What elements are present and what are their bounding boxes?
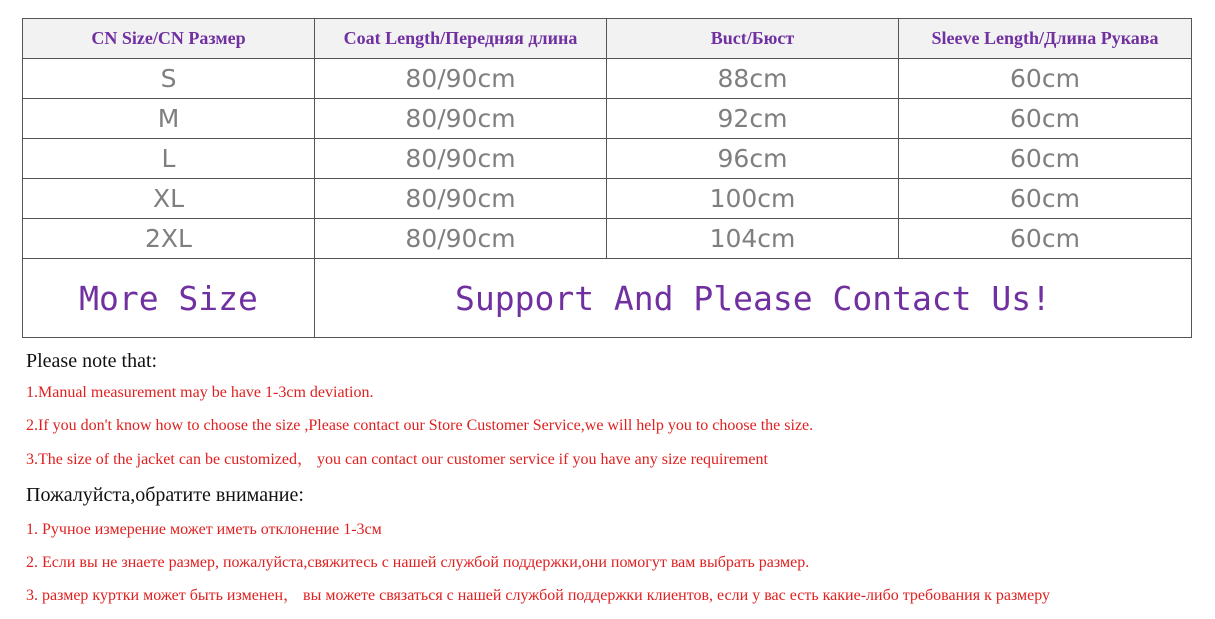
table-row — [23, 219, 1192, 259]
sleeve-length-cell: 60cm — [899, 139, 1192, 179]
header-cn-size: CN Size/CN Размер — [23, 19, 315, 59]
bust-cell: 96cm — [607, 139, 899, 179]
bust-cell: 88cm — [607, 59, 899, 99]
size-cell: XL — [23, 179, 315, 219]
notes-section — [26, 346, 1206, 612]
more-size-row — [23, 259, 1192, 338]
coat-length-cell: 80/90cm — [315, 179, 607, 219]
sleeve-length-cell: 60cm — [899, 99, 1192, 139]
coat-length-cell: 80/90cm — [315, 139, 607, 179]
coat-length-cell: 80/90cm — [315, 59, 607, 99]
size-cell: L — [23, 139, 315, 179]
header-row — [23, 19, 1192, 59]
note-item-en: 2.If you don't know how to choose the size ,Please contact our Store Customer Service,we will help you to choose the size. — [26, 417, 814, 434]
table-row — [23, 99, 1192, 139]
size-chart-table — [22, 18, 1192, 338]
bust-cell: 104cm — [607, 219, 899, 259]
more-size-label: More Size — [23, 259, 315, 338]
header-bust: Buct/Бюст — [607, 19, 899, 59]
coat-length-cell: 80/90cm — [315, 99, 607, 139]
notes-title-ru: Пожалуйста,обратите внимание: — [26, 484, 304, 506]
note-item-en: 3.The size of the jacket can be customized， you can contact our customer service if you have any size requirement — [26, 451, 768, 468]
note-item-ru: 2. Если вы не знаете размер, пожалуйста,свяжитесь с нашей службой поддержки,они помогут вам выбрать размер. — [26, 554, 810, 571]
header-sleeve-length: Sleeve Length/Длина Рукава — [899, 19, 1192, 59]
note-item-en: 1.Manual measurement may be have 1-3cm deviation. — [26, 384, 374, 401]
sleeve-length-cell: 60cm — [899, 59, 1192, 99]
sleeve-length-cell: 60cm — [899, 179, 1192, 219]
bust-cell: 92cm — [607, 99, 899, 139]
header-coat-length: Coat Length/Передняя длина — [315, 19, 607, 59]
table-row — [23, 139, 1192, 179]
size-cell: S — [23, 59, 315, 99]
contact-support-message: Support And Please Contact Us! — [315, 259, 1192, 338]
bust-cell: 100cm — [607, 179, 899, 219]
table-row — [23, 59, 1192, 99]
size-cell: 2XL — [23, 219, 315, 259]
table-row — [23, 179, 1192, 219]
notes-title-en: Please note that: — [26, 350, 158, 372]
note-item-ru: 3. размер куртки может быть изменен， вы можете связаться с нашей службой поддержки клиентов, если у вас есть какие-либо требования к размеру — [26, 587, 1051, 604]
size-cell: M — [23, 99, 315, 139]
coat-length-cell: 80/90cm — [315, 219, 607, 259]
sleeve-length-cell: 60cm — [899, 219, 1192, 259]
note-item-ru: 1. Ручное измерение может иметь отклонение 1-3см — [26, 521, 382, 538]
